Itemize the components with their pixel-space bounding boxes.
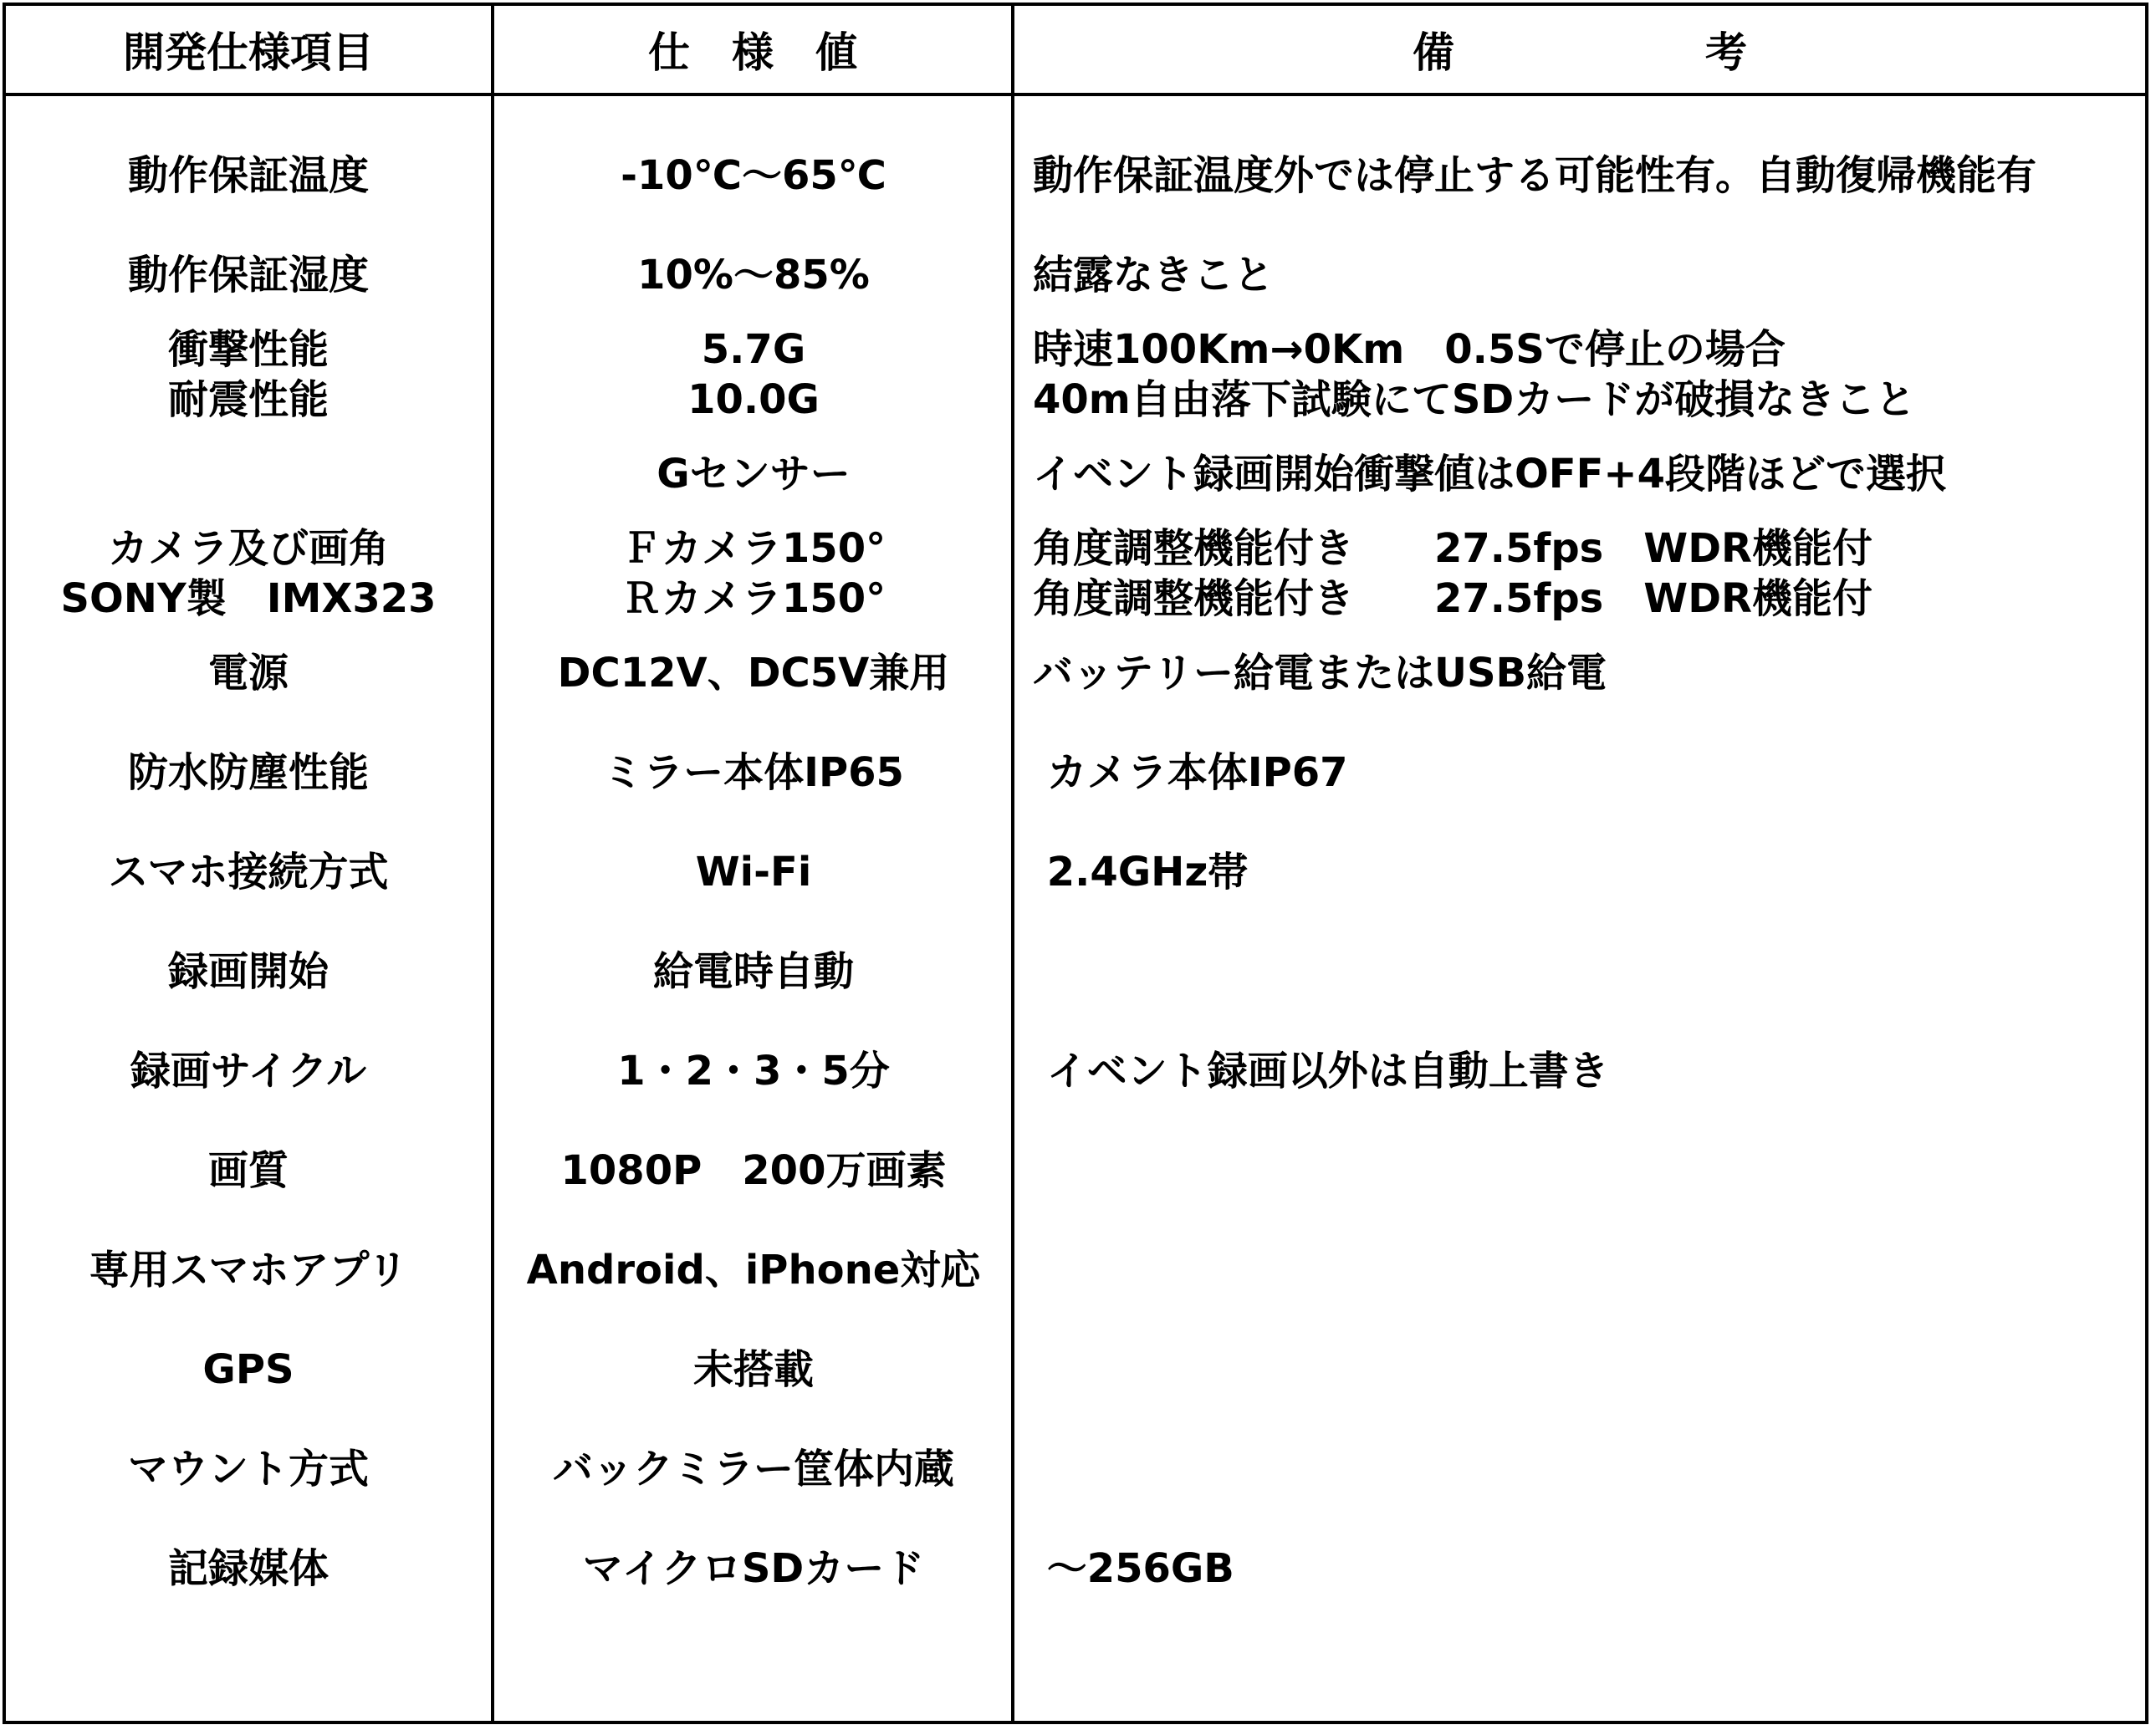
spec-value-cell-line: バックミラー筐体内蔵 [552, 1445, 954, 1493]
spec-note-cell-line: ～256GB [1033, 1544, 1234, 1592]
spec-note-cell [1033, 225, 2137, 324]
spec-note-cell-line: バッテリー給電またはUSB給電 [1033, 649, 1607, 697]
table-row [6, 324, 2145, 424]
spec-note-cell [1033, 921, 2137, 1021]
table-row [6, 424, 2145, 523]
spec-item-cell-line: 衝撃性能 [167, 325, 329, 373]
table-row [6, 1120, 2145, 1220]
spec-value-cell [494, 1120, 1013, 1220]
spec-value-cell [494, 523, 1013, 623]
spec-item-cell [6, 1021, 491, 1120]
spec-note-cell-line: 動作保証温度外では停止する可能性有。自動復帰機能有 [1033, 151, 2037, 199]
header-divider [6, 93, 2145, 96]
spec-item-cell-line: 電源 [207, 649, 289, 697]
spec-item-cell [6, 1220, 491, 1319]
table-row [6, 225, 2145, 324]
spec-value-cell-line: Wi-Fi [695, 848, 812, 896]
spec-value-cell-line: Ｒカメラ150° [621, 574, 886, 622]
spec-item-cell [6, 1518, 491, 1618]
spec-value-cell-line: 1・2・3・5分 [617, 1047, 890, 1095]
spec-item-cell-line: SONY製 IMX323 [60, 574, 437, 622]
spec-value-cell-line: DC12V、DC5V兼用 [557, 649, 950, 697]
spec-item-cell-line: マウント方式 [127, 1445, 369, 1493]
spec-note-cell [1033, 1021, 2137, 1120]
spec-item-cell-line: 専用スマホアプリ [89, 1246, 408, 1294]
spec-item-cell-line: 画質 [207, 1146, 289, 1194]
spec-value-cell-line: -10℃～65℃ [621, 151, 886, 199]
spec-item-cell-line: カメラ及び画角 [107, 524, 389, 572]
spec-value-cell [494, 324, 1013, 424]
spec-value-cell [494, 623, 1013, 722]
spec-item-cell [6, 225, 491, 324]
spec-value-cell-line: 10.0G [687, 375, 820, 423]
spec-value-cell-line: 未搭載 [692, 1345, 814, 1393]
spec-item-cell [6, 722, 491, 822]
spec-item-cell [6, 324, 491, 424]
spec-value-cell [494, 822, 1013, 921]
spec-value-cell-line: Gセンサー [657, 450, 851, 498]
spec-note-cell-line: イベント録画以外は自動上書き [1033, 1047, 1609, 1095]
spec-note-cell [1033, 1120, 2137, 1220]
spec-note-cell [1033, 822, 2137, 921]
header-item: 開発仕様項目 [123, 28, 374, 77]
spec-note-cell [1033, 623, 2137, 722]
spec-item-cell [6, 125, 491, 225]
spec-value-cell-line: マイクロSDカード [582, 1544, 925, 1592]
spec-value-cell-line: Android、iPhone対応 [526, 1246, 981, 1294]
spec-value-cell [494, 1021, 1013, 1120]
spec-note-cell-line: 角度調整機能付き 27.5fps WDR機能付 [1033, 524, 1872, 572]
spec-note-cell-line: 2.4GHz帯 [1033, 848, 1249, 896]
spec-item-cell [6, 822, 491, 921]
spec-note-cell-line: 角度調整機能付き 27.5fps WDR機能付 [1033, 574, 1872, 622]
spec-note-cell [1033, 1319, 2137, 1419]
spec-note-cell-line: 40m自由落下試験にてSDカードが破損なきこと [1033, 375, 1916, 423]
spec-value-cell [494, 125, 1013, 225]
spec-value-cell [494, 1319, 1013, 1419]
table-row [6, 722, 2145, 822]
spec-value-cell [494, 722, 1013, 822]
table-row [6, 1021, 2145, 1120]
spec-item-cell [6, 424, 491, 523]
spec-item-cell-line: スマホ接続方式 [108, 848, 389, 896]
table-row [6, 125, 2145, 225]
spec-item-cell [6, 523, 491, 623]
spec-item-cell [6, 623, 491, 722]
spec-item-cell-line: 記録媒体 [167, 1544, 329, 1592]
spec-note-cell-line: カメラ本体IP67 [1033, 748, 1348, 796]
spec-item-cell [6, 1419, 491, 1518]
spec-note-cell [1033, 125, 2137, 225]
spec-item-cell [6, 921, 491, 1021]
spec-value-cell [494, 1220, 1013, 1319]
spec-value-cell [494, 921, 1013, 1021]
spec-value-cell [494, 1518, 1013, 1618]
spec-value-cell-line: 10%～85% [637, 251, 870, 299]
spec-note-cell [1033, 722, 2137, 822]
table-row [6, 1419, 2145, 1518]
table-row [6, 523, 2145, 623]
spec-value-cell [494, 225, 1013, 324]
spec-note-cell [1033, 424, 2137, 523]
header-value: 仕 様 値 [648, 28, 857, 77]
table-row [6, 623, 2145, 722]
table-row [6, 1319, 2145, 1419]
table-row [6, 921, 2145, 1021]
spec-item-cell-line: 耐震性能 [167, 375, 329, 423]
spec-item-cell-line: 録画サイクル [130, 1047, 367, 1095]
spec-note-cell [1033, 324, 2137, 424]
spec-item-cell-line: 動作保証温度 [127, 151, 369, 199]
table-row [6, 822, 2145, 921]
spec-note-cell-line: 時速100Km→0Km 0.5Sで停止の場合 [1033, 325, 1786, 373]
spec-table [3, 3, 2148, 1724]
spec-item-cell-line: 録画開始 [167, 947, 329, 995]
table-row [6, 1518, 2145, 1618]
spec-item-cell-line: 防水防塵性能 [127, 748, 369, 796]
spec-value-cell-line: ミラー本体IP65 [603, 748, 904, 796]
spec-item-cell-line: GPS [202, 1345, 294, 1393]
spec-value-cell-line: 給電時自動 [652, 947, 854, 995]
spec-note-cell [1033, 1220, 2137, 1319]
spec-item-cell [6, 1319, 491, 1419]
spec-note-cell-line: 結露なきこと [1033, 251, 1275, 299]
spec-value-cell-line: 1080P 200万画素 [560, 1146, 947, 1194]
spec-note-cell-line: イベント録画開始衝撃値はOFF+4段階ほどで選択 [1033, 450, 1947, 498]
spec-item-cell-line: 動作保証湿度 [127, 251, 369, 299]
spec-value-cell-line: 5.7G [701, 325, 806, 373]
table-row [6, 1220, 2145, 1319]
spec-item-cell [6, 1120, 491, 1220]
spec-note-cell [1033, 1518, 2137, 1618]
spec-note-cell [1033, 523, 2137, 623]
spec-value-cell [494, 424, 1013, 523]
spec-value-cell-line: Ｆカメラ150° [621, 524, 886, 572]
header-note: 備 考 [1413, 28, 1747, 77]
spec-value-cell [494, 1419, 1013, 1518]
spec-note-cell [1033, 1419, 2137, 1518]
